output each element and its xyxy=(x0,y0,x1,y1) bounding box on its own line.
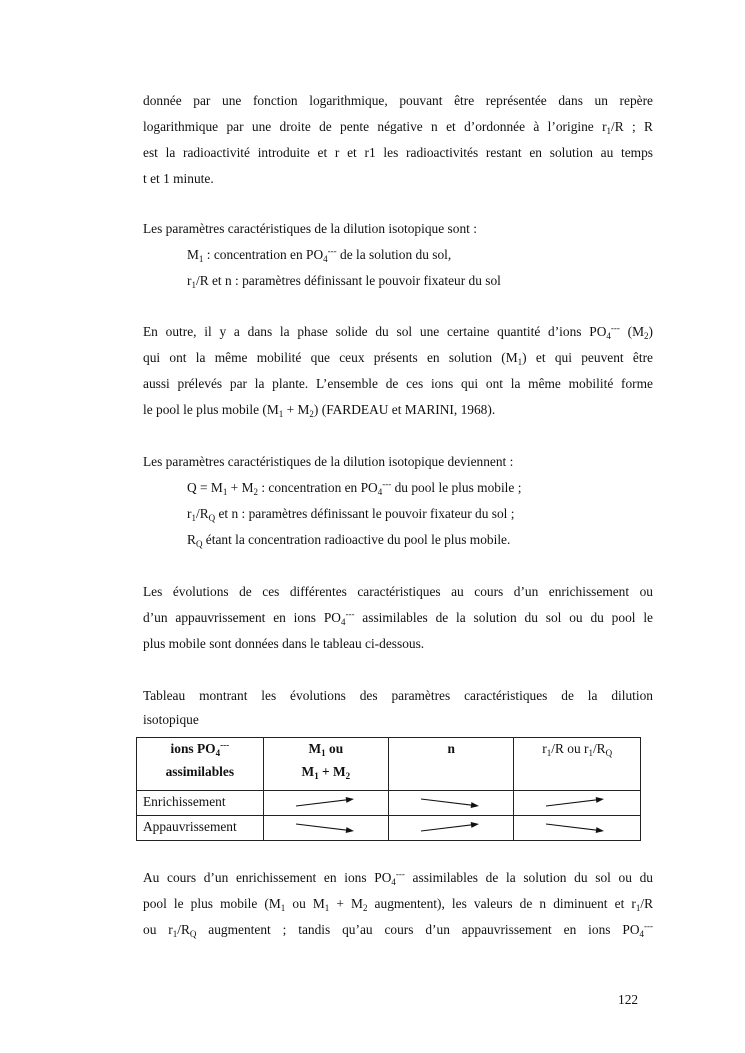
arrow-cell xyxy=(514,791,641,816)
arrow-cell xyxy=(389,816,514,841)
params-2-item-3: $R_Q$ étant la concentration radioactive du pool le plus mobile. xyxy=(187,532,511,549)
arrow-head xyxy=(596,797,604,803)
header-n: n xyxy=(389,738,514,791)
params-1-item-1: $M_1$ : concentration en $PO_4^{---}$ de la solution du sol, xyxy=(187,246,452,264)
row-label: Enrichissement xyxy=(137,791,264,816)
arrow-up-icon xyxy=(264,791,390,817)
table-caption-line-1: Tableau montrant les évolutions des paramètres caractéristiques de la dilution xyxy=(143,688,653,703)
paragraph-1-line-2: logarithmique par une droite de pente négative n et d’ordonnée à l’origine $r_1/R$ ; R xyxy=(143,119,653,136)
arrow-cell xyxy=(389,791,514,816)
arrow-head xyxy=(345,797,353,803)
arrow-shaft xyxy=(296,824,348,830)
arrow-cell xyxy=(263,816,388,841)
arrow-down-icon xyxy=(389,791,515,817)
paragraph-3-line-1: Les évolutions de ces différentes caractéristiques au cours d’un enrichissement ou xyxy=(143,584,653,599)
arrow-cell xyxy=(263,791,388,816)
table-row xyxy=(137,816,641,841)
params-1-item-2: $r_1/R$ et n : paramètres définissant le pouvoir fixateur du sol xyxy=(187,273,501,290)
arrow-head xyxy=(471,822,479,828)
paragraph-2-line-4: le pool le plus mobile $(M_1 + M_2)$ (FARDEAU et MARINI, 1968). xyxy=(143,402,496,419)
paragraph-3-line-2: d’un appauvrissement en ions $PO_4^{---}$ assimilables de la solution du sol ou du pool le xyxy=(143,609,653,627)
arrow-shaft xyxy=(421,799,473,805)
paragraph-2-line-1: En outre, il y a dans la phase solide du sol une certaine quantité d’ions $PO_4^{---}$ $(M_2)$ xyxy=(143,323,653,341)
table-row xyxy=(137,791,641,816)
arrow-shaft xyxy=(546,800,598,806)
paragraph-4-line-1: Au cours d’un enrichissement en ions $PO_4^{---}$ assimilables de la solution du sol ou du xyxy=(143,869,653,887)
paragraph-4-line-3: ou $r_1/R_Q$ augmentent ; tandis qu’au cours d’un appauvrissement en ions $PO_4^{---}$ xyxy=(143,921,653,939)
params-2-item-2: $r_1/R_Q$ et n : paramètres définissant le pouvoir fixateur du sol ; xyxy=(187,506,515,523)
header-m: $M_1$ ou $M_1 + M_2$ xyxy=(263,738,388,791)
paragraph-2-line-2: qui ont la même mobilité que ceux présents en solution $(M_1)$ et qui peuvent être xyxy=(143,350,653,367)
table-header-row xyxy=(137,738,641,791)
paragraph-1-line-1: donnée par une fonction logarithmique, pouvant être représentée dans un repère xyxy=(143,93,653,108)
arrow-shaft xyxy=(421,825,473,831)
arrow-head xyxy=(345,827,353,833)
params-1-intro: Les paramètres caractéristiques de la dilution isotopique sont : xyxy=(143,221,477,236)
arrow-shaft xyxy=(296,800,348,806)
header-r: $r_1/R$ ou $r_1/R_Q$ xyxy=(514,738,641,791)
arrow-up-icon xyxy=(389,816,515,842)
paragraph-1-line-3: est la radioactivité introduite et r et r1 les radioactivités restant en solution au temps xyxy=(143,145,653,160)
paragraph-1-line-4: t et 1 minute. xyxy=(143,171,214,186)
arrow-down-icon xyxy=(264,816,390,842)
paragraph-2-line-3: aussi prélevés par la plante. L’ensemble de ces ions qui ont la même mobilité forme xyxy=(143,376,653,391)
row-label: Appauvrissement xyxy=(137,816,264,841)
arrow-down-icon xyxy=(514,816,641,842)
arrow-cell xyxy=(514,816,641,841)
arrow-head xyxy=(471,802,479,808)
params-2-intro: Les paramètres caractéristiques de la dilution isotopique deviennent : xyxy=(143,454,514,469)
table-caption-line-2: isotopique xyxy=(143,712,199,727)
arrow-shaft xyxy=(546,824,598,830)
evolution-table xyxy=(136,737,641,841)
arrow-up-icon xyxy=(514,791,641,817)
paragraph-3-line-3: plus mobile sont données dans le tableau ci-dessous. xyxy=(143,636,425,651)
params-2-item-1: $Q = M_1 + M_2$ : concentration en $PO_4^{---}$ du pool le plus mobile ; xyxy=(187,479,522,497)
arrow-head xyxy=(596,827,604,833)
page-number: 122 xyxy=(618,992,639,1007)
header-ions: ions $PO_4^{---}$ assimilables xyxy=(137,738,264,791)
paragraph-4-line-2: pool le plus mobile ($M_1$ ou $M_1 + M_2$ augmentent), les valeurs de n diminuent et $r_1/R$ xyxy=(143,896,654,913)
